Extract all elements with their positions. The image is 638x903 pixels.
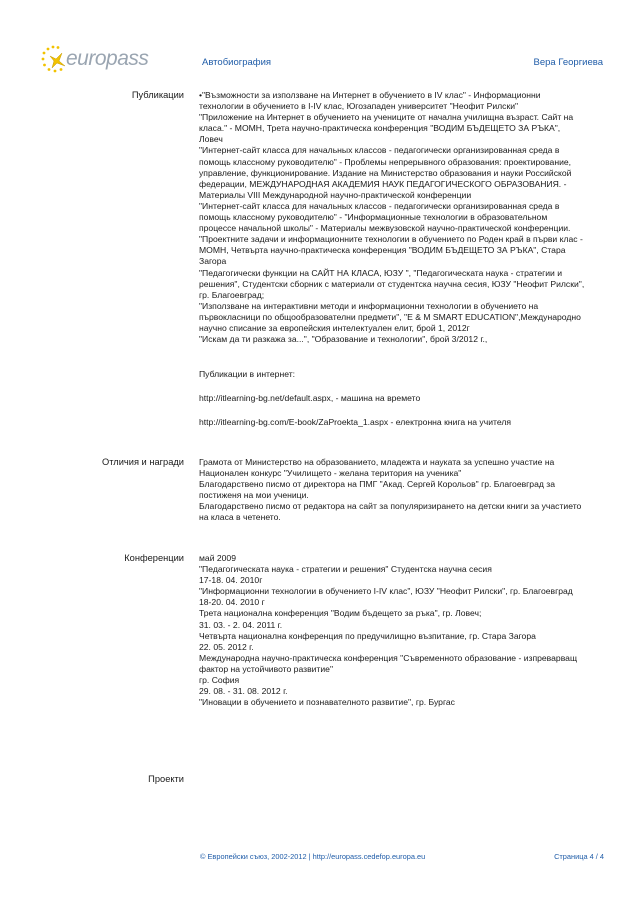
conference-line: "Иновации в обучението и познавателното развитие", гр. Бургас <box>199 697 455 708</box>
awards-label: Отличия и награди <box>102 457 184 467</box>
publication-line: "Приложение на Интернет в обучението на учениците от начална училищна възраст. Сайт на <box>199 112 574 123</box>
conference-line: гр. София <box>199 675 240 686</box>
awards-content <box>199 457 607 524</box>
conference-line: "Информационни технологии в обучението I-IV клас", ЮЗУ "Неофит Рилски", гр. Благоевград <box>199 586 573 597</box>
publication-line: "Искам да ти разкажа за...", "Образование и технологии", брой 3/2012 г., <box>199 334 488 345</box>
publication-line: федерации, МЕЖДУНАРОДНАЯ АКАДЕМИЯ НАУК ПЕДАГОГИЧЕСКОГО ОБРАЗОВАНИЯ. - <box>199 178 567 189</box>
publication-line: Загора <box>199 256 227 267</box>
footer-copyright: © Европейски съюз, 2002-2012 | http://europass.cedefop.europa.eu <box>200 852 426 861</box>
europass-logo <box>40 44 148 74</box>
internet-publications-heading: Публикации в интернет: <box>199 369 296 380</box>
publication-line: гр. Благоевград; <box>199 289 265 300</box>
conferences-label: Конференции <box>124 553 184 563</box>
page-number: Страница 4 / 4 <box>554 852 604 861</box>
conference-line: 29. 08. - 31. 08. 2012 г. <box>199 686 288 697</box>
award-line: постиженя на мои ученици. <box>199 490 309 501</box>
publication-line: управление, функционирование. Издание на Министерство образования и науки Российской <box>199 167 572 178</box>
person-name: Вера Георгиева <box>533 57 603 68</box>
publication-link[interactable]: http://itlearning-bg.com/E-book/ZaProekta_1.aspx - електронна книга на учителя <box>199 417 512 428</box>
publication-line: "Педагогически функции на САЙТ НА КЛАСА, ЮЗУ ", "Педагогическата наука - стратегии и <box>199 267 563 278</box>
publication-line: процессе начальной школы" - Материалы межвузовской научно-практической конференции. <box>199 223 571 234</box>
projects-label: Проекти <box>148 774 184 784</box>
publication-line: Ловеч <box>199 134 223 145</box>
publication-line: научно списание за европейския интелектуален елит, брой 1, 2012г <box>199 322 470 333</box>
publication-line: помощь классному руководителю" - "Информационные технологии в образовательном <box>199 212 548 223</box>
conference-line: фактор на устойчивото развитие" <box>199 663 333 674</box>
publication-line: "Интернет-сайт класса для начальных классов - педагогически организированная среда в <box>199 200 560 211</box>
publications-content <box>199 90 607 428</box>
award-line: Грамота от Министерство на образованието, младежта и науката за успешно участие на <box>199 457 555 467</box>
award-line: Национален конкурс "Училището - желана територия на ученика" <box>199 468 462 479</box>
publication-line: помощь классному руководителю" - Проблемы непрерывного образования: проектирование, <box>199 156 572 167</box>
publication-line: технологии в обучението в I-IV клас, Югозападен университет "Неофит Рилски" <box>199 101 519 112</box>
document-title: Автобиография <box>202 57 272 68</box>
publication-link[interactable]: http://itlearning-bg.net/default.aspx, - машина на времето <box>199 393 421 404</box>
publication-line: Материалы VIII Международной научно-практической конференции <box>199 189 472 200</box>
award-line: Благодарствено писмо от директора на ПМГ "Акад. Сергей Корольов" гр. Благоевград за <box>199 479 555 490</box>
conference-line: 31. 03. - 2. 04. 2011 г. <box>199 619 283 630</box>
publication-line: първокласници по общообразователни предмети", "E & M SMART EDUCATION",Международно <box>199 311 581 322</box>
award-line: Благодарствено писмо от редактора на сайт за популяризирането на детски книги за участието <box>199 501 582 512</box>
publication-line: класа." - МОМН, Трета научно-практическа конференция "ВОДИМ БЪДЕЩЕТО ЗА РЪКА", <box>199 123 561 134</box>
publication-line: "Интернет-сайт класса для начальных классов - педагогически организированная среда в <box>199 145 560 156</box>
publication-line: МОМН, Четвърта научно-практическа конференция "ВОДИМ БЪДЕЩЕТО ЗА РЪКА", Стара <box>199 245 566 256</box>
conference-line: "Педагогическата наука - стратегии и решения" Студентска научна сесия <box>199 564 492 575</box>
publication-line: решения", Студентски сборник с материали от студентска научна сесия, ЮЗУ "Неофит Рилски", <box>199 278 585 289</box>
conference-line: Трета национална конференция "Водим бъдещето за ръка", гр. Ловеч; <box>199 608 482 619</box>
publication-line: "Използване на интерактивни методи и информационни технологии в обучението на <box>199 300 539 311</box>
publication-line: "Проектните задачи и информационните технологии в обучението по Роден край в първи клас - <box>199 234 583 245</box>
conference-line: 17-18. 04. 2010г <box>199 575 263 586</box>
publication-line: •"Възможности за използване на Интернет в обучението в IV клас" - Информационни <box>199 90 541 100</box>
conference-line: 22. 05. 2012 г. <box>199 641 254 652</box>
conference-line: 18-20. 04. 2010 г <box>199 597 265 608</box>
europass-logo-text: europass <box>66 47 149 70</box>
award-line: на класа в четенето. <box>199 512 281 523</box>
publications-label: Публикации <box>131 90 184 100</box>
conference-line: Международна научно-практическа конференция "Съвременното образование - изпреварващ <box>199 652 578 663</box>
conference-line: Четвърта национална конференция по предучилищно възпитание, гр. Стара Загора <box>199 630 536 641</box>
conference-line: май 2009 <box>199 553 236 563</box>
conferences-content <box>199 553 607 708</box>
